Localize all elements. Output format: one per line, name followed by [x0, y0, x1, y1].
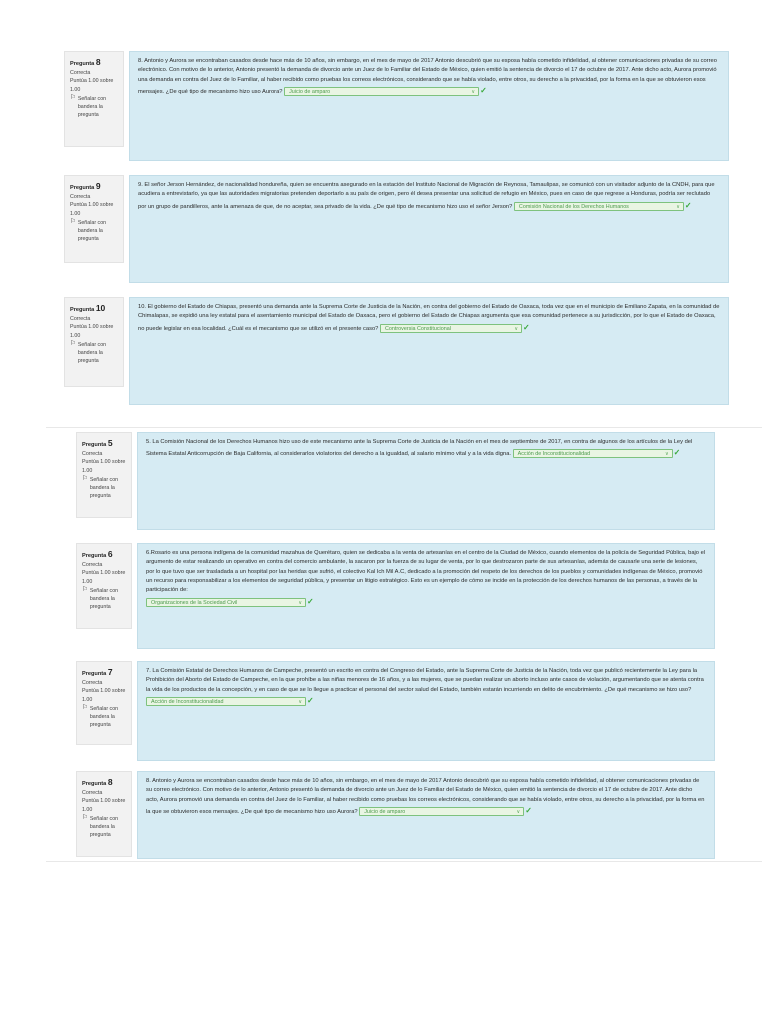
check-icon: ✓: [684, 200, 692, 210]
score-label: Puntúa 1.00 sobre 1.00: [82, 570, 126, 585]
page-divider: [46, 861, 762, 862]
question-text: 9. El señor Jerson Hernández, de nacionalidad hondureña, quien se encuentra asegurado en la estación del Instituto Nacional de Migración de Reynosa, Tamaulipas, se comunicó con un visitador adjunto de la CNDH, para que acudiera a entrevistarlo, ya que las autoridades migratorias pretenden deportarlo a su país de origen, pero él desea presentar una solicitud de refugio en México, pues en caso de que regrese a Honduras, podría ser reclutado por un grupo de pandilleros, ante la amenaza de que, de no aceptar, sea privado de la vida. ¿De qué tipo de mecanismo hizo uso el señor Jerson?: [138, 182, 715, 210]
answer-value: Acción de Inconstitucionalidad: [151, 698, 224, 705]
question-text: 8. Antonio y Aurora se encontraban casados desde hace más de 10 años, sin embargo, en el mes de mayo de 2017 Antonio descubrió que su esposa había cometido infidelidad, al obtener comunicaciones privadas de su correo electrónico. Con motivo de lo anterior, Antonio presentó la demanda de divorcio ante un Juez de lo Familiar del Estado de México, quien emitió la sentencia de divorcio el 17 de octubre de 2017. Ante dicho acto, Aurora promovió una demanda en contra del Juez de lo Familiar, al haber recibido como pruebas los correos electrónicos, considerando que se había violado, entre otros, su derecho a la privacidad, por la forma en la que se obtuvieron esos mensajes. ¿De qué tipo de mecanismo hizo uso Aurora?: [138, 58, 717, 95]
score-label: Puntúa 1.00 sobre 1.00: [82, 688, 126, 703]
status-label: Correcta: [82, 451, 103, 458]
question-text: 6.Rosario es una persona indígena de la comunidad mazahua de Querétaro, quien se dedicaba a la venta de artesanías en el centro de la Ciudad de México, cuando elementos de la policía de Seguridad Pública, bajo el argumento de estar realizando un operativo en contra del comercio ambulante, la sacaron por la fuerza de su lugar de venta, por lo que destrozaron parte de sus artesanías, además de causarle una serie de lesiones, por lo que tuvo que ser trasladada a un hospital por las heridas que sufrió, el colectivo Kal Ich Mil A.C, dedicado a la promoción del respeto de los derechos de los pueblos y comunidades indígenas de México, promovió un recurso para responsabilizar a los elementos de seguridad pública, y presentar un litigio estratégico. Esto es un ejemplo de cómo se incide en la protección de los derechos humanos de las personas, a través de la participación de:: [146, 550, 706, 594]
chevron-down-icon: ∨: [664, 451, 669, 458]
question-text: 10. El gobierno del Estado de Chiapas, presentó una demanda ante la Suprema Corte de Justicia de la Nación, en contra del gobierno del Estado de Oaxaca, toda vez que en el municipio de Emiliano Zapata, en la comunidad de Chimalapas, se expidió una ley estatal para el asentamiento municipal del Estado de Oaxaca, pero el gobierno del Estado de Chiapas argumenta que esa comunidad pertenece a su jurisdicción, por lo que el Estado de Oaxaca, no puede legislar en esa localidad. ¿Cuál es el mecanismo que se utilizó en el presente caso?: [138, 304, 720, 332]
answer-select[interactable]: [380, 324, 522, 333]
question-number-value: 6: [107, 549, 113, 559]
question-number: [82, 437, 126, 450]
chevron-down-icon: ∨: [298, 698, 302, 705]
answer-select[interactable]: [284, 87, 479, 96]
chevron-down-icon: ∨: [298, 599, 302, 606]
pregunta-label: Pregunta: [70, 61, 95, 67]
status-label: Correcta: [70, 70, 91, 77]
question-text: 5. La Comisión Nacional de los Derechos Humanos hizo uso de este mecanismo ante la Suprema Corte de Justicia de la Nación en el mes de septiembre de 2017, en contra de algunos de los artículos de la Ley del Sistema Estatal Anticorrupción de Baja California, al considerarlos violatorios del derecho a la igualdad, al salario mínimo vital y a la vida digna.: [146, 439, 693, 458]
pregunta-label: Pregunta: [82, 671, 107, 677]
question-number: [82, 548, 126, 561]
flag-label: Señalar con bandera la pregunta: [89, 587, 119, 611]
pregunta-label: Pregunta: [82, 781, 107, 787]
flag-label: Señalar con bandera la pregunta: [77, 219, 107, 243]
score-label: Puntúa 1.00 sobre 1.00: [82, 459, 126, 474]
flag-icon: ⚐: [70, 217, 76, 225]
status-label: Correcta: [82, 790, 103, 797]
flag-question-link[interactable]: [82, 476, 126, 501]
question-info: [76, 543, 132, 629]
answer-value: Organizaciones de la Sociedad Civil: [151, 599, 238, 606]
check-icon: ✓: [480, 85, 487, 95]
answer-value: Juicio de amparo: [289, 88, 331, 95]
flag-question-link[interactable]: [82, 815, 126, 840]
pregunta-label: Pregunta: [82, 442, 107, 448]
question-content: [129, 175, 729, 283]
flag-question-link[interactable]: [82, 587, 126, 612]
question-number: [82, 666, 126, 679]
question-content: [137, 771, 715, 859]
question-number-value: 8: [107, 777, 113, 787]
flag-question-link[interactable]: [82, 705, 126, 730]
flag-question-link[interactable]: [70, 95, 118, 120]
flag-label: Señalar con bandera la pregunta: [77, 341, 107, 365]
status-label: Correcta: [82, 562, 103, 569]
flag-label: Señalar con bandera la pregunta: [89, 815, 119, 839]
question-number-value: 9: [95, 181, 101, 191]
pregunta-label: Pregunta: [82, 553, 107, 559]
question-number-value: 10: [95, 303, 106, 313]
flag-label: Señalar con bandera la pregunta: [89, 705, 119, 729]
pregunta-label: Pregunta: [70, 185, 95, 191]
question-text: 8. Antonio y Aurora se encontraban casados desde hace más de 10 años, sin embargo, en el mes de mayo de 2017 Antonio descubrió que su esposa había cometido infidelidad, al obtener comunicaciones privadas de su correo electrónico. Con motivo de lo anterior, Antonio presentó la demanda de divorcio ante un Juez de lo Familiar del Estado de México, quien emitió la sentencia de divorcio el 17 de octubre de 2017. Ante dicho acto, Aurora promovió una demanda en contra del Juez de lo Familiar, al haber recibido como pruebas los correos electrónicos, considerando que se había violado, entre otros, su derecho a la privacidad, por la forma en la que se obtuvieron esos mensajes. ¿De qué tipo de mecanismo hizo uso Aurora?: [146, 778, 705, 815]
flag-icon: ⚐: [70, 93, 76, 101]
question-info: [76, 661, 132, 745]
flag-question-link[interactable]: [70, 341, 118, 366]
answer-select[interactable]: [359, 807, 524, 816]
question-number: [82, 776, 126, 789]
check-icon: ✓: [307, 695, 314, 705]
answer-value: Controversia Constitucional: [384, 325, 451, 332]
score-label: Puntúa 1.00 sobre 1.00: [70, 202, 114, 217]
question-text: 7. La Comisión Estatal de Derechos Humanos de Campeche, presentó un escrito en contra del Congreso del Estado, ante la Suprema Corte de Justicia de la Nación, toda vez que publicó recientemente la Ley para la Prohibición del Aborto del Estado de Campeche, en la que prohíbe a las niñas menores de 16 años, y a las mujeres, que se puedan realizar un aborto incluso ante casos de violación, argumentando que se atenta contra la vida de los productos de la concepción, y en caso de que se lo llegue a practicar el personal del sector salud del Estado, también estarán incurriendo en delito de encubrimiento. ¿De qué mecanismo se hizo uso?: [146, 668, 704, 693]
chevron-down-icon: ∨: [516, 808, 521, 815]
score-label: Puntúa 1.00 sobre 1.00: [70, 324, 114, 339]
question-content: [137, 543, 715, 649]
question-info: [64, 297, 124, 387]
flag-question-link[interactable]: [70, 219, 118, 244]
score-label: Puntúa 1.00 sobre 1.00: [70, 78, 114, 93]
question-number-value: 7: [107, 667, 113, 677]
question-content: [137, 661, 715, 761]
pregunta-label: Pregunta: [70, 307, 95, 313]
flag-icon: ⚐: [82, 703, 88, 711]
flag-icon: ⚐: [82, 813, 88, 821]
flag-icon: ⚐: [82, 474, 88, 482]
status-label: Correcta: [70, 316, 91, 323]
chevron-down-icon: ∨: [676, 203, 680, 210]
question-info: [64, 51, 124, 147]
chevron-down-icon: ∨: [471, 88, 476, 95]
check-icon: ✓: [673, 448, 681, 458]
question-info: [76, 432, 132, 518]
question-content: [129, 51, 729, 161]
question-content: [129, 297, 729, 405]
status-label: Correcta: [82, 680, 103, 687]
question-number: [70, 56, 118, 69]
question-number-value: 8: [95, 57, 101, 67]
flag-icon: ⚐: [70, 339, 76, 347]
answer-value: Acción de Inconstitucionalidad: [517, 451, 591, 458]
answer-value: Comisión Nacional de los Derechos Humanos: [518, 203, 629, 210]
question-info: [76, 771, 132, 857]
flag-label: Señalar con bandera la pregunta: [77, 95, 107, 119]
answer-select[interactable]: [146, 697, 306, 706]
question-number: [70, 302, 118, 315]
question-number: [70, 180, 118, 193]
question-number-value: 5: [107, 438, 113, 448]
answer-select[interactable]: [513, 449, 673, 458]
check-icon: ✓: [525, 805, 532, 815]
status-label: Correcta: [70, 194, 91, 201]
answer-select[interactable]: [514, 202, 684, 211]
flag-label: Señalar con bandera la pregunta: [89, 476, 119, 500]
question-info: [64, 175, 124, 263]
page-divider: [46, 427, 762, 428]
flag-icon: ⚐: [82, 585, 88, 593]
score-label: Puntúa 1.00 sobre 1.00: [82, 798, 126, 813]
answer-select[interactable]: [146, 598, 306, 607]
check-icon: ✓: [522, 322, 530, 332]
check-icon: ✓: [307, 596, 314, 606]
question-content: [137, 432, 715, 530]
answer-value: Juicio de amparo: [364, 808, 406, 815]
chevron-down-icon: ∨: [514, 325, 518, 332]
